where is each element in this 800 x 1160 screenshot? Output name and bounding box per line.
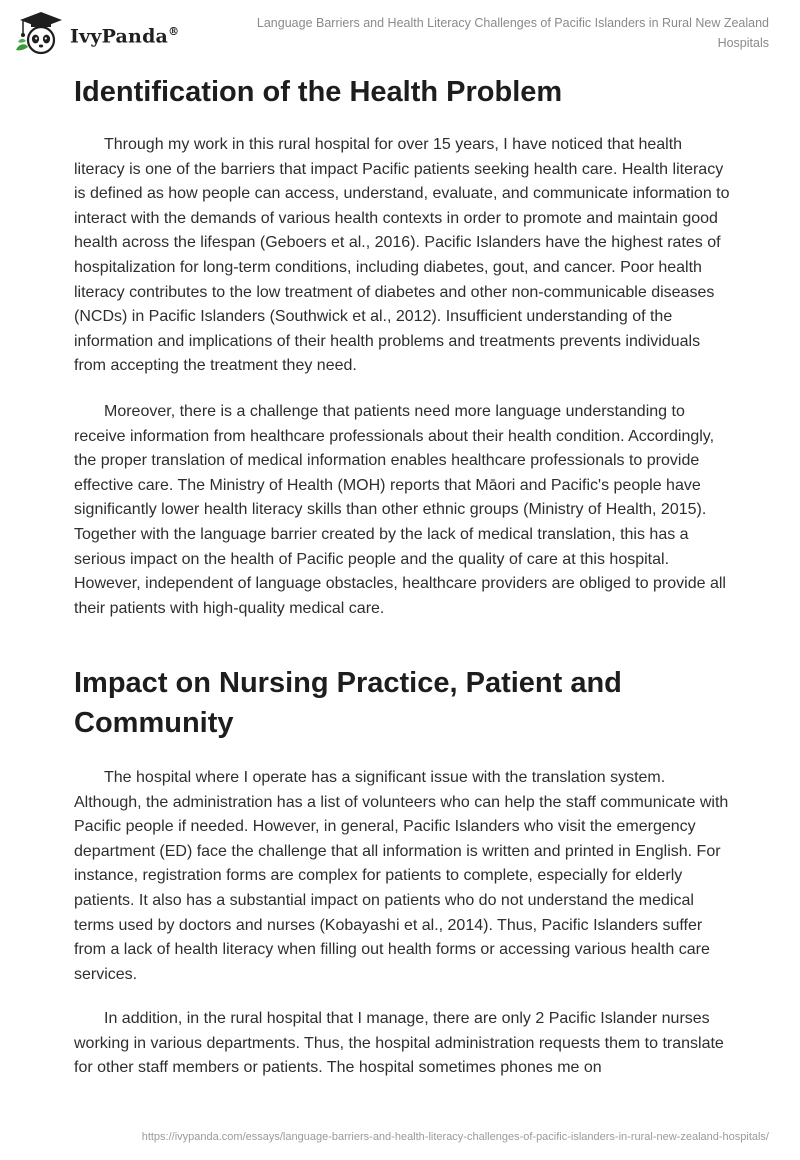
section-heading-identification: Identification of the Health Problem xyxy=(74,76,563,108)
brand-name-text: IvyPanda xyxy=(70,25,169,48)
paragraph: Moreover, there is a challenge that patients need more language understanding to receive information from healthcare professionals about their health condition. Accordingly, the proper translation of medical information enables healthcare professionals to provide effective care. The Ministry of Health (MOH) reports that Māori and Pacific's people have significantly lower health literacy skills than other ethnic groups (Ministry of Health, 2015). Together with the language barrier created by the lack of medical translation, this has a serious impact on the health of Pacific people and the quality of care at this hospital. However, independent of language obstacles, healthcare providers are obliged to provide all their patients with high-quality medical care. xyxy=(74,403,726,617)
brand-logo[interactable] xyxy=(14,10,179,56)
brand-name xyxy=(70,25,179,47)
panda-graduate-icon xyxy=(14,10,68,56)
paragraph: The hospital where I operate has a significant issue with the translation system. Although, the administration has a list of volunteers who can help the staff communicate with Pacific people if needed. However, in general, Pacific Islanders who visit the emergency department (ED) face the challenge that all information is written and printed in English. For instance, registration forms are complex for patients to complete, especially for elderly patients. It also has a substantial impact on patients who do not understand the medical terms used by doctors and nurses (Kobayashi et al., 2014). Thus, Pacific Islanders suffer from a lack of health literacy when filling out health forms or accessing various health care services. xyxy=(74,769,729,983)
paragraph: Through my work in this rural hospital for over 15 years, I have noticed that health literacy is one of the barriers that impact Pacific patients seeking health care. Health literacy is defined as how people can access, understand, evaluate, and communicate information to interact with the demands of various health contexts in order to promote and maintain good health across the lifespan (Geboers et al., 2016). Pacific Islanders have the highest rates of hospitalization for long-term conditions, including diabetes, gout, and cancer. Poor health literacy contributes to the low treatment of diabetes and other non-communicable diseases (NCDs) in Pacific Islanders (Southwick et al., 2012). Insufficient understanding of the information and implications of their health problems and treatments prevents individuals from accepting the treatment they need. xyxy=(74,136,730,375)
section-heading-impact: Impact on Nursing Practice, Patient and Community xyxy=(74,667,622,739)
source-url[interactable]: https://ivypanda.com/essays/language-barriers-and-health-literacy-challenges-of-pacific-islanders-in-rural-new-zealand-hospitals/ xyxy=(141,1131,769,1143)
paragraph: In addition, in the rural hospital that I manage, there are only 2 Pacific Islander nurses working in various departments. Thus, the hospital administration requests them to translate for other staff members or patients. The hospital sometimes phones me on xyxy=(74,1010,724,1077)
document-title: Language Barriers and Health Literacy Challenges of Pacific Islanders in Rural New Zealand Hospitals xyxy=(256,16,769,50)
brand-reg-mark: ® xyxy=(168,24,180,38)
